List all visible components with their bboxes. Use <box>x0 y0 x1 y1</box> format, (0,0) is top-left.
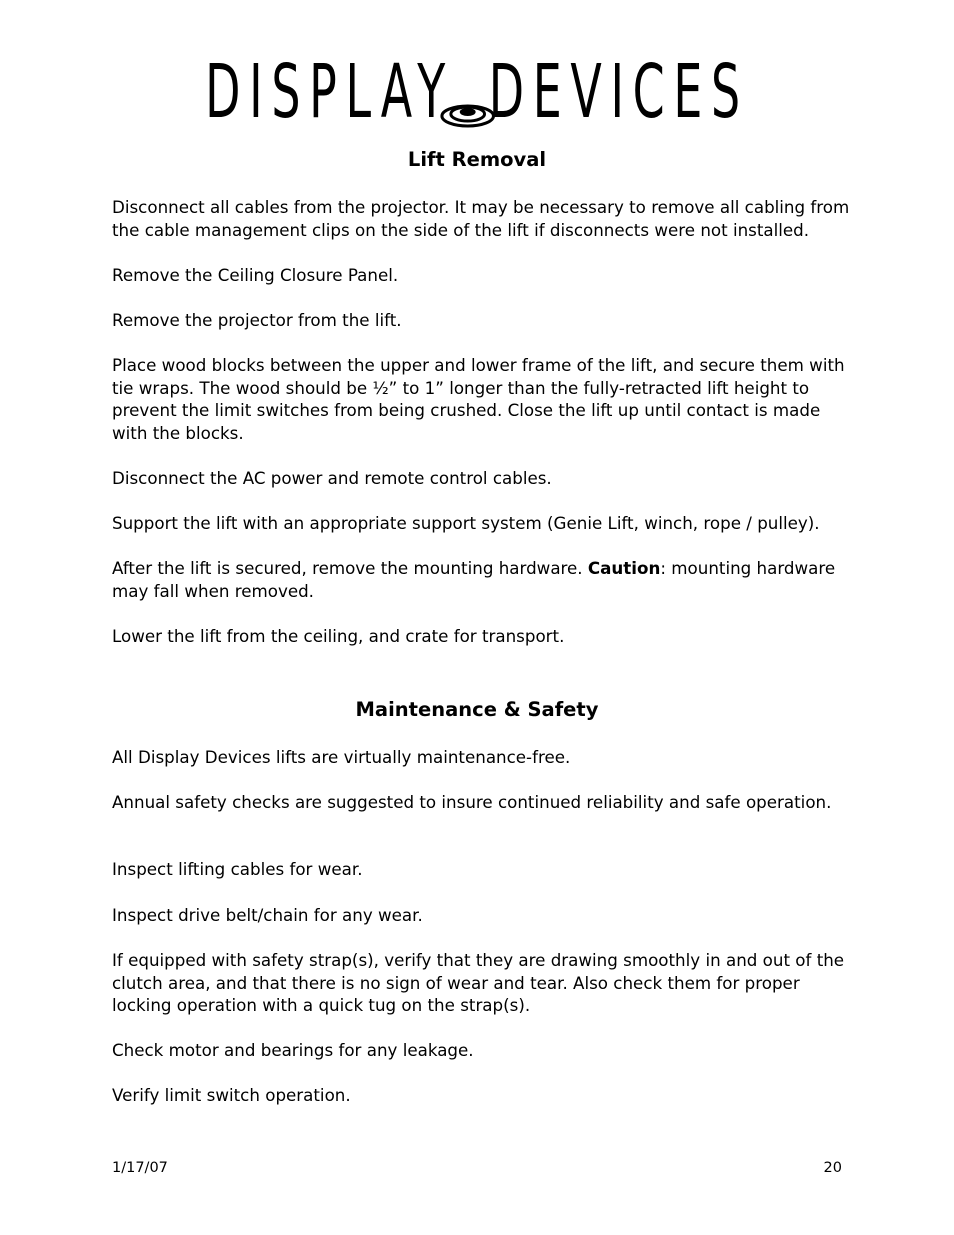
section-title-maintenance-safety: Maintenance & Safety <box>355 698 599 721</box>
logo-text-display: DISPLAY <box>205 49 455 135</box>
paragraph: All Display Devices lifts are virtually maintenance-free. <box>112 747 571 767</box>
caution-paragraph <box>112 557 852 602</box>
paragraph: Place wood blocks between the upper and lower frame of the lift, and secure them with tie wraps. The wood should be ½” to 1” longer than the fully-retracted lift height to prevent the limit switches from being crushed. Close the lift up until contact is made with the blocks. <box>112 355 845 443</box>
footer-date: 1/17/07 <box>112 1160 168 1176</box>
paragraph: Remove the projector from the lift. <box>112 310 402 330</box>
logo-swirl-icon <box>438 72 498 112</box>
paragraph: Inspect lifting cables for wear. <box>112 859 363 879</box>
paragraph: If equipped with safety strap(s), verify that they are drawing smoothly in and out of the clutch area, and that there is no sign of wear and tear. Also check them for proper locking operation with a quick tug on the strap(s). <box>112 950 845 1015</box>
logo-text-devices: DEVICES <box>488 49 749 135</box>
caution-label: Caution <box>587 558 661 578</box>
paragraph: Remove the Ceiling Closure Panel. <box>112 265 399 285</box>
caution-text-after: : mounting hardware may fall when removed. <box>112 558 836 601</box>
paragraph: Lower the lift from the ceiling, and crate for transport. <box>112 626 565 646</box>
caution-text-before: After the lift is secured, remove the mounting hardware. <box>112 558 588 578</box>
company-logo <box>181 49 772 135</box>
paragraph: Annual safety checks are suggested to insure continued reliability and safe operation. <box>112 792 832 812</box>
paragraph: Disconnect all cables from the projector. It may be necessary to remove all cabling from the cable management clips on the side of the lift if disconnects were not installed. <box>112 197 850 240</box>
paragraph: Check motor and bearings for any leakage. <box>112 1040 474 1060</box>
paragraph: Disconnect the AC power and remote control cables. <box>112 468 552 488</box>
section-title-lift-removal: Lift Removal <box>407 148 547 171</box>
paragraph: Verify limit switch operation. <box>112 1085 351 1105</box>
page-number: 20 <box>823 1160 842 1176</box>
paragraph: Support the lift with an appropriate support system (Genie Lift, winch, rope / pulley). <box>112 513 820 533</box>
paragraph: Inspect drive belt/chain for any wear. <box>112 905 423 925</box>
